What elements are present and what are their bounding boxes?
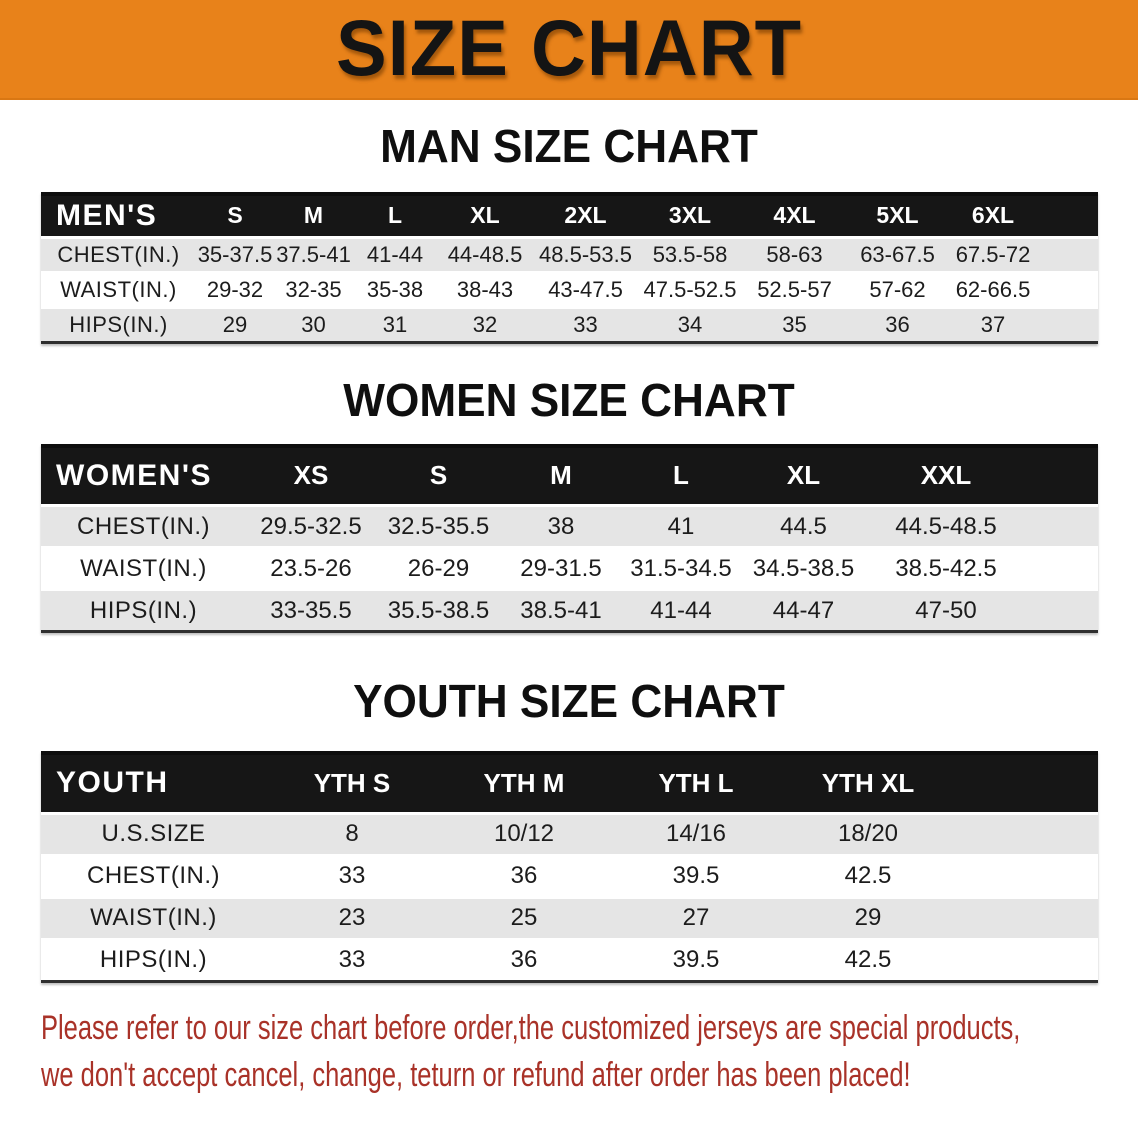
value-cell: 35-37.5 [196, 237, 274, 272]
size-column-header: YTH S [266, 753, 438, 813]
row-label-cell: HIPS(IN.) [41, 590, 246, 632]
value-cell: 32.5-35.5 [376, 506, 501, 548]
measurement-row [41, 590, 1098, 632]
spacer-cell [1026, 446, 1098, 506]
value-cell: 33 [266, 939, 438, 981]
size-column-header: XS [246, 446, 376, 506]
row-label-cell: CHEST(IN.) [41, 506, 246, 548]
value-cell: 48.5-53.5 [533, 237, 638, 272]
measurement-row [41, 237, 1098, 272]
value-cell: 18/20 [782, 813, 954, 855]
measurement-row [41, 855, 1098, 897]
value-cell: 36 [847, 307, 948, 342]
row-label-cell: HIPS(IN.) [41, 307, 196, 342]
value-cell: 35.5-38.5 [376, 590, 501, 632]
row-label-cell: CHEST(IN.) [41, 855, 266, 897]
table-header-row [41, 194, 1098, 237]
value-cell: 44-48.5 [437, 237, 533, 272]
value-cell: 27 [610, 897, 782, 939]
measurement-row [41, 939, 1098, 981]
spacer-cell [954, 897, 1098, 939]
row-label-cell: CHEST(IN.) [41, 237, 196, 272]
row-label-cell: WAIST(IN.) [41, 272, 196, 307]
value-cell: 34 [638, 307, 742, 342]
value-cell: 38-43 [437, 272, 533, 307]
value-cell: 29.5-32.5 [246, 506, 376, 548]
size-column-header: 6XL [948, 194, 1038, 237]
value-cell: 29 [782, 897, 954, 939]
table-header-row [41, 446, 1098, 506]
measurement-row [41, 897, 1098, 939]
value-cell: 8 [266, 813, 438, 855]
value-cell: 10/12 [438, 813, 610, 855]
measurement-row [41, 307, 1098, 342]
value-cell: 34.5-38.5 [741, 548, 866, 590]
size-column-header: M [274, 194, 353, 237]
table-header-row [41, 753, 1098, 813]
value-cell: 42.5 [782, 939, 954, 981]
value-cell: 23 [266, 897, 438, 939]
footer-note [41, 1005, 1138, 1099]
value-cell: 47.5-52.5 [638, 272, 742, 307]
footer-line-1: Please refer to our size chart before order,the customized jerseys are special products, [41, 1008, 1021, 1047]
size-column-header: L [621, 446, 741, 506]
spacer-cell [1038, 194, 1098, 237]
value-cell: 29-31.5 [501, 548, 621, 590]
size-column-header: 2XL [533, 194, 638, 237]
footer-line-2: we don't accept cancel, change, teturn or refund after order has been placed! [41, 1055, 911, 1094]
size-column-header: XXL [866, 446, 1026, 506]
value-cell: 38 [501, 506, 621, 548]
value-cell: 41 [621, 506, 741, 548]
value-cell: 53.5-58 [638, 237, 742, 272]
size-column-header: YTH XL [782, 753, 954, 813]
value-cell: 29-32 [196, 272, 274, 307]
value-cell: 32-35 [274, 272, 353, 307]
measurement-row [41, 548, 1098, 590]
measurement-row [41, 813, 1098, 855]
men-size-table [41, 192, 1098, 344]
value-cell: 25 [438, 897, 610, 939]
value-cell: 52.5-57 [742, 272, 847, 307]
spacer-cell [954, 753, 1098, 813]
banner-title: SIZE CHART [336, 4, 802, 93]
measurement-row [41, 272, 1098, 307]
spacer-cell [954, 813, 1098, 855]
men-section-heading: MAN SIZE CHART [380, 120, 758, 172]
value-cell: 42.5 [782, 855, 954, 897]
row-label-cell: WAIST(IN.) [41, 548, 246, 590]
youth-section-heading: YOUTH SIZE CHART [353, 675, 785, 727]
value-cell: 67.5-72 [948, 237, 1038, 272]
value-cell: 38.5-41 [501, 590, 621, 632]
value-cell: 31 [353, 307, 437, 342]
value-cell: 35-38 [353, 272, 437, 307]
size-column-header: YTH M [438, 753, 610, 813]
value-cell: 63-67.5 [847, 237, 948, 272]
table-header-label: YOUTH [41, 753, 266, 813]
value-cell: 33 [533, 307, 638, 342]
value-cell: 44.5 [741, 506, 866, 548]
value-cell: 36 [438, 939, 610, 981]
value-cell: 36 [438, 855, 610, 897]
spacer-cell [1026, 590, 1098, 632]
value-cell: 31.5-34.5 [621, 548, 741, 590]
value-cell: 57-62 [847, 272, 948, 307]
value-cell: 37.5-41 [274, 237, 353, 272]
size-column-header: S [376, 446, 501, 506]
value-cell: 41-44 [621, 590, 741, 632]
spacer-cell [1038, 272, 1098, 307]
value-cell: 39.5 [610, 855, 782, 897]
value-cell: 39.5 [610, 939, 782, 981]
row-label-cell: U.S.SIZE [41, 813, 266, 855]
value-cell: 26-29 [376, 548, 501, 590]
size-column-header: XL [741, 446, 866, 506]
spacer-cell [954, 855, 1098, 897]
value-cell: 32 [437, 307, 533, 342]
size-column-header: L [353, 194, 437, 237]
size-column-header: 4XL [742, 194, 847, 237]
value-cell: 58-63 [742, 237, 847, 272]
value-cell: 14/16 [610, 813, 782, 855]
table-header-label: WOMEN'S [41, 446, 246, 506]
size-column-header: S [196, 194, 274, 237]
row-label-cell: HIPS(IN.) [41, 939, 266, 981]
value-cell: 29 [196, 307, 274, 342]
value-cell: 30 [274, 307, 353, 342]
women-section-heading: WOMEN SIZE CHART [343, 373, 795, 426]
value-cell: 35 [742, 307, 847, 342]
value-cell: 41-44 [353, 237, 437, 272]
youth-section [0, 673, 1138, 983]
value-cell: 38.5-42.5 [866, 548, 1026, 590]
value-cell: 44-47 [741, 590, 866, 632]
size-column-header: YTH L [610, 753, 782, 813]
size-column-header: 5XL [847, 194, 948, 237]
women-size-table [41, 444, 1098, 634]
women-section [0, 372, 1138, 634]
size-column-header: 3XL [638, 194, 742, 237]
value-cell: 37 [948, 307, 1038, 342]
measurement-row [41, 506, 1098, 548]
value-cell: 23.5-26 [246, 548, 376, 590]
men-section [0, 118, 1138, 344]
value-cell: 33-35.5 [246, 590, 376, 632]
size-column-header: M [501, 446, 621, 506]
table-header-label: MEN'S [41, 194, 196, 237]
size-column-header: XL [437, 194, 533, 237]
spacer-cell [1038, 237, 1098, 272]
value-cell: 47-50 [866, 590, 1026, 632]
youth-size-table [41, 751, 1098, 983]
spacer-cell [1038, 307, 1098, 342]
value-cell: 62-66.5 [948, 272, 1038, 307]
spacer-cell [954, 939, 1098, 981]
value-cell: 43-47.5 [533, 272, 638, 307]
value-cell: 44.5-48.5 [866, 506, 1026, 548]
spacer-cell [1026, 506, 1098, 548]
value-cell: 33 [266, 855, 438, 897]
spacer-cell [1026, 548, 1098, 590]
size-chart-banner [0, 0, 1138, 100]
row-label-cell: WAIST(IN.) [41, 897, 266, 939]
